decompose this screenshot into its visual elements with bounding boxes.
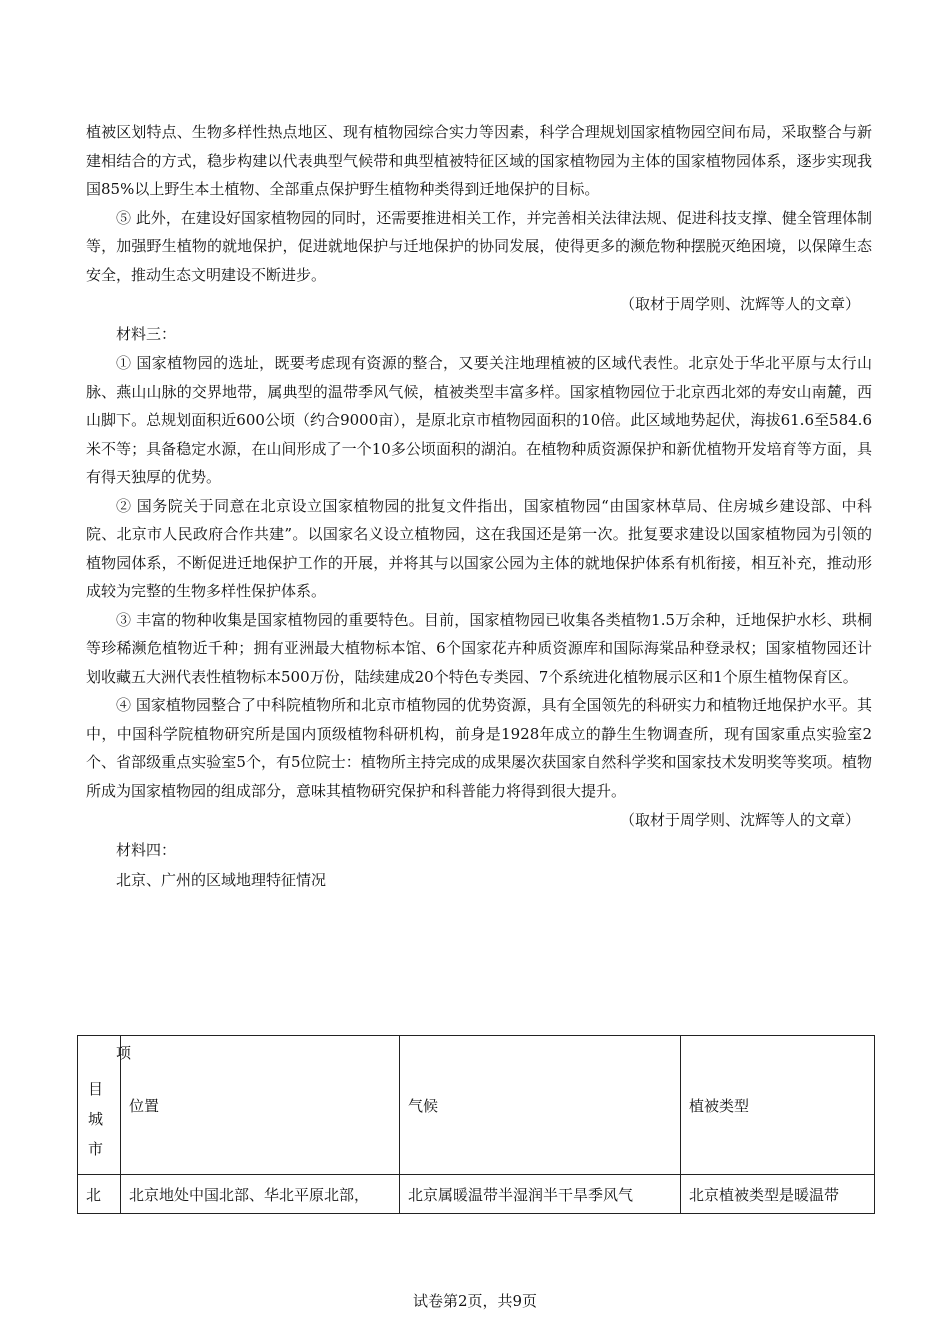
header-location: 位置	[121, 1036, 400, 1175]
material-three-paragraph-1: ① 国家植物园的选址，既要考虑现有资源的整合，又要关注地理植被的区域代表性。北京处于华北平原与太行山脉、燕山山脉的交界地带，属典型的温带季风气候，植被类型丰富多样。国家植物园位于北京西北郊的寿安山南麓，西山脚下。总规划面积近600公顷（约合9000亩），是原北京市植物园面积的10倍。此区域地势起伏，海拔61.6至584.6米不等；具备稳定水源，在山间形成了一个10多公顷面积的湖泊。在植物种质资源保护和新优植物开发培育等方面，具有得天独厚的优势。	[86, 354, 872, 486]
material-two-source: （取材于周学则、沈辉等人的文章）	[619, 295, 860, 313]
table-header-row	[78, 1036, 875, 1175]
cell-climate: 北京属暖温带半湿润半干旱季风气	[400, 1175, 681, 1214]
corner-char: 市	[88, 1140, 104, 1158]
corner-label-item: 项	[116, 1044, 132, 1062]
material-three-paragraph-4: ④ 国家植物园整合了中科院植物所和北京市植物园的优势资源，具有全国领先的科研实力和植物迁地保护水平。其中，中国科学院植物研究所是国内顶级植物科研机构，前身是1928年成立的静生生物调查所，现有国家重点实验室2个、省部级重点实验室5个，有5位院士：植物所主持完成的成果屡次获国家自然科学奖和国家技术发明奖等奖项。植物所成为国家植物园的组成部分，意味其植物研究保护和科普能力将得到很大提升。	[86, 696, 872, 800]
corner-char: 目	[88, 1080, 104, 1098]
corner-label-city	[88, 1074, 106, 1164]
cell-city: 北	[78, 1175, 121, 1214]
material-four-label: 材料四：	[116, 841, 177, 859]
table-corner-cell	[78, 1036, 132, 1175]
cell-vegetation: 北京植被类型是暖温带	[681, 1175, 875, 1214]
material-two-paragraph-cont: 植被区划特点、生物多样性热点地区、现有植物园综合实力等因素，科学合理规划国家植物园空间布局，采取整合与新建相结合的方式，稳步构建以代表典型气候带和典型植被特征区域的国家植物园为主体的国家植物园体系，逐步实现我国85%以上野生本土植物、全部重点保护野生植物种类得到迁地保护的目标。	[86, 123, 872, 198]
cell-location: 北京地处中国北部、华北平原北部，	[121, 1175, 400, 1214]
page-footer: 试卷第2页，共9页	[412, 1292, 538, 1310]
table-row	[78, 1175, 875, 1214]
table-caption: 北京、广州的区域地理特征情况	[116, 871, 327, 889]
material-three-source: （取材于周学则、沈辉等人的文章）	[619, 811, 860, 829]
material-three-paragraph-2: ② 国务院关于同意在北京设立国家植物园的批复文件指出，国家植物园“由国家林草局、住房城乡建设部、中科院、北京市人民政府合作共建”。以国家名义设立植物园，这在我国还是第一次。批复要求建设以国家植物园为引领的植物园体系，不断促进迁地保护工作的开展，并将其与以国家公园为主体的就地保护体系有机衔接，相互补充，推动形成较为完整的生物多样性保护体系。	[86, 496, 872, 600]
region-feature-table	[77, 1035, 875, 1214]
corner-char: 城	[88, 1110, 104, 1128]
material-three-paragraph-3: ③ 丰富的物种收集是国家植物园的重要特色。目前，国家植物园已收集各类植物1.5万余种，迁地保护水杉、珙桐等珍稀濒危植物近千种；拥有亚洲最大植物标本馆、6个国家花卉种质资源库和国际海棠品种登录权；国家植物园还计划收藏五大洲代表性植物标本500万份，陆续建成20个特色专类园、7个系统进化植物展示区和1个原生植物保育区。	[86, 610, 872, 686]
header-climate: 气候	[400, 1036, 681, 1175]
page-body	[86, 118, 872, 895]
material-two-paragraph-5: ⑤ 此外，在建设好国家植物园的同时，还需要推进相关工作，并完善相关法律法规、促进科技支撑、健全管理体制等，加强野生植物的就地保护，促进就地保护与迁地保护的协同发展，使得更多的濒危物种摆脱灭绝困境，以保障生态安全，推动生态文明建设不断进步。	[86, 208, 872, 284]
material-three-label: 材料三：	[116, 325, 177, 343]
header-vegetation: 植被类型	[681, 1036, 875, 1175]
